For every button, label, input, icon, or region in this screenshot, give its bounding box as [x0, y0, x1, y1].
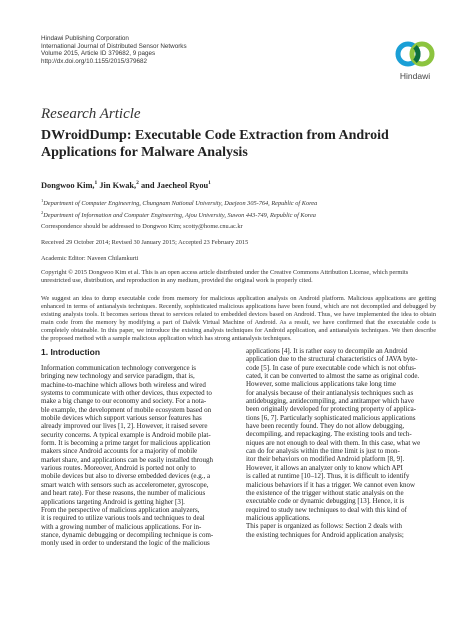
body-text-line: machine-to-machine which allows both wireless and wired [41, 380, 206, 389]
body-text-line: monly used in order to understand the logic of the malicious [41, 539, 210, 548]
journal-name: International Journal of Distributed Sensor Networks [41, 42, 187, 50]
academic-editor: Academic Editor: Naveen Chilamkurti [41, 255, 139, 262]
body-text-line: application due to the structural characteristics of JAVA byte- [246, 355, 418, 364]
body-text-line: systems to communicate with other devices, thus expected to [41, 389, 212, 398]
body-text-line: already improved our lives [1, 2]. However, it raised severe [41, 422, 208, 431]
affiliation-item [41, 209, 317, 221]
body-text-line: niques are not enough to deal with them. In this case, what we [246, 438, 421, 447]
hindawi-logo [393, 37, 437, 83]
body-text-line: various routes. Moreover, Android is ported not only to [41, 464, 196, 473]
body-text-line: ble example, the development of mobile ecosystem based on [41, 405, 212, 414]
correspondence: Correspondence should be addressed to Dongwoo Kim; scotty@home.cnu.ac.kr [41, 223, 243, 230]
body-text-line: Information communication technology convergence is [41, 364, 196, 372]
body-text-line: form. It is becoming a prime target for malicious application [41, 439, 211, 448]
body-text-line: However, some malicious applications take long time [246, 380, 396, 389]
body-text-line: malicious behaviors if it has a trigger. We cannot even know [246, 480, 416, 489]
body-text-line: However, it allows an analyzer only to know which API [246, 463, 403, 472]
article-title [41, 127, 441, 161]
copyright-notice: Copyright © 2015 Dongwoo Kim et al. This is an open access article distributed under the Creative Commons Attribution License, which permits unrestricted use, distribution, and reproduction in any medium, provided the original work is properly cited. [41, 269, 409, 285]
body-text-line: it is required to utilize various tools and techniques to deal [41, 514, 205, 523]
body-text-line: market share, and applications can be easily installed through [41, 455, 214, 464]
body-text-line: make a big change to our economy and society. For a nota- [41, 397, 207, 406]
title-line-2: Applications for Malware Analysis [41, 145, 248, 160]
body-text-line: stance, dynamic debugging or decompiling technique is com- [41, 530, 214, 539]
doi-link[interactable]: http://dx.doi.org/10.1155/2015/379682 [41, 57, 147, 65]
author-affil-mark: 1 [208, 180, 211, 186]
body-text-line: itor their behaviors on modified Android platform [8, 9]. [246, 455, 405, 464]
affiliations [41, 197, 317, 220]
body-text-line: for analysis because of their antianalysis techniques such as [246, 388, 414, 397]
body-text-line: and heart rate). For these reasons, the number of malicious [41, 489, 206, 498]
body-text-line: smart watch with sensors such as accelerometer, gyroscope, [41, 480, 209, 489]
body-right-column [246, 347, 440, 539]
affiliation-mark: 2 [41, 209, 44, 215]
section-heading: 1. Introduction [41, 347, 101, 357]
author-name: Dongwoo Kim, [41, 180, 95, 190]
body-text-line: antidebugging, antidecompiling, and antitamper which have [246, 397, 415, 406]
author-affil-mark: 1 [94, 180, 98, 186]
affiliation-item [41, 197, 317, 209]
body-text-line: have been recently found. They do not allow debugging, [246, 422, 405, 431]
body-text-line: From the perspective of malicious application analyzers, [41, 505, 200, 514]
hindawi-logo-text: Hindawi [399, 71, 431, 81]
body-text-line: been originally developed for protecting property of applica- [246, 405, 417, 414]
body-text-line: malicious applications. [246, 513, 311, 522]
volume-info: Volume 2015, Article ID 379682, 9 pages [41, 50, 156, 58]
article-dates: Received 29 October 2014; Revised 30 January 2015; Accepted 23 February 2015 [41, 239, 249, 246]
body-text-line: is called at runtime [10–12]. Thus, it is difficult to identify [246, 472, 410, 481]
author-name: and Jaecheol Ryou [140, 180, 209, 190]
body-text-line: applications targeting Android is getting higher [3]. [41, 497, 185, 506]
author-name: Jin Kwak, [99, 180, 137, 190]
body-text-line: the existing techniques for Android application analysis; [246, 530, 404, 539]
author-affil-mark: 2 [136, 180, 139, 186]
body-text-line: bringing new technology and service paradigm, that is, [41, 372, 195, 381]
publication-info [41, 35, 187, 65]
body-text-line: required to study new techniques to deal with this kind of [246, 505, 407, 514]
body-text-line: code [5]. In case of pure executable code which is not obfus- [246, 363, 417, 372]
body-text-line: the existence of the trigger without static analysis on the [246, 488, 404, 497]
body-text-line: mobile devices but also to diverse embedded devices (e.g., a [41, 472, 211, 481]
body-text-line: makers since Android accounts for a majority of mobile [41, 447, 198, 456]
article-type: Research Article [41, 106, 141, 122]
body-left-column [41, 364, 235, 548]
body-text-line: This paper is organized as follows: Section 2 deals with [246, 522, 402, 531]
hindawi-logo-icon [393, 37, 437, 71]
body-text-line: decompiling, and repackaging. The existing tools and tech- [246, 430, 412, 439]
title-line-1: DWroidDump: Executable Code Extraction from Android [41, 128, 389, 143]
body-text-line: tions [6, 7]. Particularly sophisticated malicious applications [246, 413, 416, 422]
body-text-line: executable code or dynamic debugging [13]. Hence, it is [246, 497, 405, 506]
body-text-line: security concerns. A typical example is Android mobile plat- [41, 430, 211, 439]
body-text-line: mobile devices which support various sensor features has [41, 414, 202, 423]
body-text-line: can do for analysis within the time limit is just to mon- [246, 447, 400, 456]
affiliation-text: Department of Information and Computer Engineering, Ajou University, Suwon 443-749, Republic of Korea [43, 211, 316, 219]
body-text-line: cated, it can be converted to almost the same as original code. [246, 372, 420, 381]
body-text-line: with a growing number of malicious applications. For in- [41, 522, 202, 531]
affiliation-text: Department of Computer Engineering, Chungnam National University, Daejeon 305-764, Republic of Korea [43, 200, 318, 208]
publisher-name: Hindawi Publishing Corporation [41, 35, 129, 42]
body-text-line: applications [4]. It is rather easy to decompile an Android [246, 347, 408, 355]
abstract: We suggest an idea to dump executable code from memory for malicious application analysis on Android platform. Malicious applications are getting enhanced in terms of antianalysis techniques. Recently, sophisticated malicious applications have been found, which are not decompiled and debugged by existing analysis tools. It becomes serious threat to services related to embedded devices based on Android. Thus, we have implemented the idea to obtain main code from the memory by modifying a part of Dalvik Virtual Machine of Android. As a result, we have confirmed that the executable code is completely obtainable. In this paper, we introduce the existing analysis techniques for Android application, and antianalysis techniques. We then describe the proposed method with a sample malicious application which has strong antianalysis techniques. [41, 295, 436, 343]
author-list [41, 180, 211, 190]
affiliation-mark: 1 [41, 198, 44, 203]
